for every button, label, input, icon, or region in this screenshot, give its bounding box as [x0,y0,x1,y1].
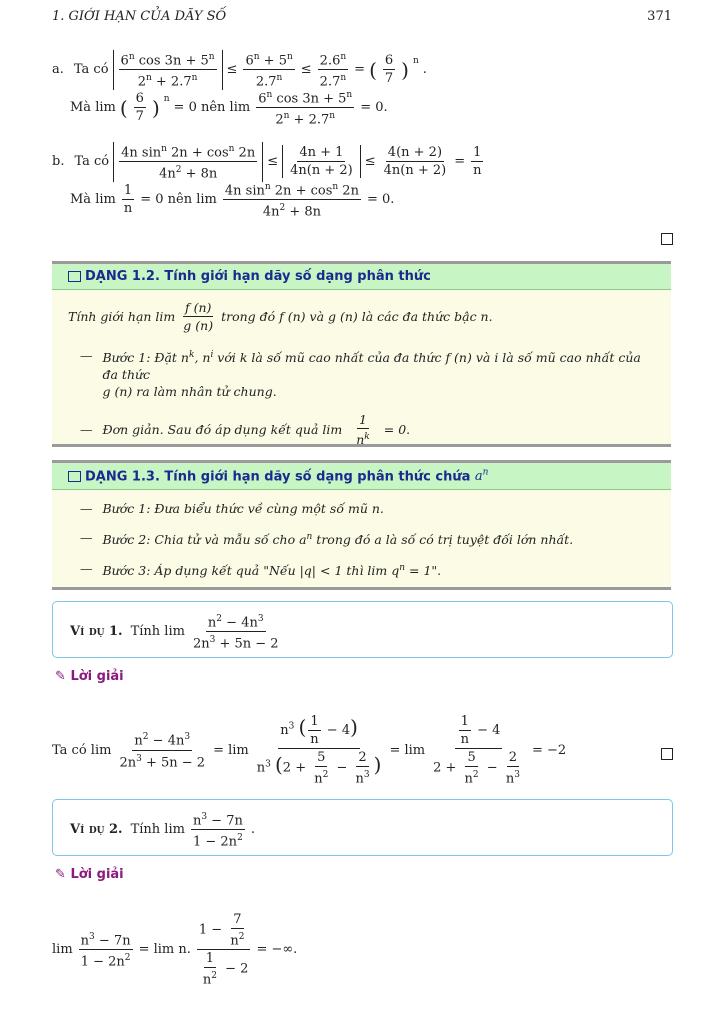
edit-icon: ✎ [55,669,66,684]
part-a-malim: Mà lim [70,100,116,116]
solution-2-formula: lim $\frac{n^3 - 7n}{1 - 2n^2}$ = lim n. 1 − $\frac{7}{n^2}$ $\frac{1}{n^2}$ − 2 = −∞. [52,912,298,988]
part-b-eqzero: = 0. [366,192,395,208]
part-a-nenlim: = 0 nên lim [173,100,251,116]
part-b-taco: Ta có [74,154,110,170]
edit-icon: ✎ [55,867,66,882]
box-icon [68,471,81,482]
example-1-label: Ví dụ 1. [70,624,123,640]
chapter-header: 1. GIỚI HẠN CỦA DÃY SỐ [52,9,227,24]
part-b-line1: b. Ta có $\frac{4n \sin^n 2n + \cos^n 2n}{4n^2 + 8n}$ ≤ $\frac{4n + 1}{4n(n + 2)}$ ≤ $\frac{4(n + 2)}{4n(n + 2)}$ = $\frac{1}{n}$ [52,144,482,182]
part-a-label: a. [52,62,64,78]
qed-square-icon [661,748,673,760]
part-b-malim: Mà lim [70,192,116,208]
box-icon [68,271,81,282]
dang-1-2-step1: — Bước 1: Đặt $n^k$, $n^i$ với k là số mũ cao nhất của đa thức f (n) và i là số mũ cao nhất của đa thức g (n) ra làm nhân tử chung. [80,348,641,400]
dang-1-3-step3: — Bước 3: Áp dụng kết quả "Nếu |q| < 1 thì $\lim q^n = 1$". [80,561,442,579]
dang-1-2-step2: — Đơn giản. Sau đó áp dụng kết quả lim $\frac{1}{n^k}$ = 0. [80,412,411,448]
dang-1-3-box [52,460,671,590]
page-number: 371 [647,9,672,24]
example-2-text: Tính lim [130,822,185,838]
part-a-line1: a. Ta có $\frac{6^n \cos 3n + 5^n}{2^n + 2.7^n}$ ≤ $\frac{6^n + 5^n}{2.7^n}$ ≤ $\frac{2.6^n}{2.7^n}$ = ( 6 7 ) $^n$ . [52,52,427,90]
qed-square-icon [661,233,673,245]
dang-1-2-box [52,261,671,447]
part-a-eqzero: = 0. [360,100,388,116]
part-a-taco: Ta có [73,62,109,78]
solution-1-heading: ✎ Lời giải [55,669,124,684]
part-b-line2: Mà lim $\frac{1}{n}$ = 0 nên lim $\frac{4n \sin^n 2n + \cos^n 2n}{4n^2 + 8n}$ = 0. [70,182,395,220]
dang-1-3-step1: — Bước 1: Đưa biểu thức về cùng một số mũ n. [80,501,384,517]
example-2-box: Ví dụ 2. Tính lim $n^3 - 7n$ $1 - 2n^2$ . [52,799,673,856]
dang-1-2-title: DẠNG 1.2. Tính giới hạn dãy số dạng phân thức [52,264,671,290]
example-1-box: Ví dụ 1. Tính lim $n^2 - 4n^3$ $2n^3 + 5n - 2$ [52,601,673,658]
example-2-label: Ví dụ 2. [70,822,123,838]
part-b-label: b. [52,154,65,170]
dang-1-3-step2: — Bước 2: Chia tử và mẫu số cho $a^n$ trong đó a là số có trị tuyệt đối lớn nhất. [80,530,574,548]
dang-1-2-intro: Tính giới hạn lim f (n) g (n) trong đó f (n) và g (n) là các đa thức bậc n. [68,300,493,333]
abs-expr-a: $\frac{6^n \cos 3n + 5^n}{2^n + 2.7^n}$ [113,50,223,90]
example-1-text: Tính lim [130,624,185,640]
dang-1-3-title: DẠNG 1.3. Tính giới hạn dãy số dạng phân thức chứa $a^n$ [52,463,671,490]
solution-2-heading: ✎ Lời giải [55,867,124,882]
part-a-line2: Mà lim ( 6 7 ) $^n$ = 0 nên lim $\frac{6^n \cos 3n + 5^n}{2^n + 2.7^n}$ = 0. [70,90,388,128]
solution-1-formula: Ta có lim $\frac{n^2 - 4n^3}{2n^3 + 5n - 2}$ = lim $n^3$ ( $\frac{1}{n}$ − 4) $n^3$ (2 + $\frac{5}{n^2}$ − $\frac{2}{n^3}$ ) = lim $\frac{1}{n}$ − 4 2 + $\frac{5}{n^2}$ − $\frac{2}{n^3}$ = −2 [52,714,567,787]
part-b-nenlim: = 0 nên lim [140,192,217,208]
